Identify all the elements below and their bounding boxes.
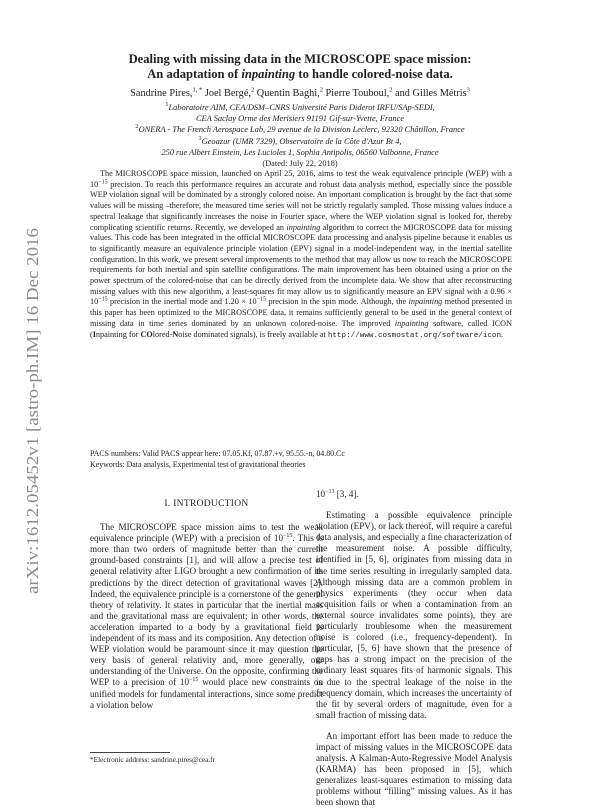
pacs-keywords [90,449,512,470]
pacs-numbers: PACS numbers: Valid PACS appear here: 07.05.Kf, 07.87.+v, 95.55.-n, 04.80.Cc [90,449,345,458]
title-line-2: An adaptation of inpainting to handle colored-noise data. [147,67,453,81]
intro-paragraph-1-continued: $10^{-13}$ [3, 4]. [316,488,359,499]
body-column-left [90,489,323,711]
title-line-1: Dealing with missing data in the MICROSCOPE space mission: [128,52,472,66]
author-list: Sandrine Pires,$^{1, *}$ Joel Bergé,$^2$ Quentin Baghi,$^2$ Pierre Touboul,$^2$ and Gilles Métris$^3$ [130,86,470,99]
abstract-text: The MICROSCOPE space mission, launched on April 25, 2016, aims to test the weak equivalence principle (WEP) with a $10^{-15}$ precision. To reach this performance requires an accurate and robust data analysis method, especially since the possible WEP violation signal will be dominated by a strongly colored noise. An important complication is brought by the fact that some values will be missing –therefore, the measured time series will not be strictly regularly sampled. Those missing values induce a spectral leakage that significantly increases the noise in Fourier space, where the WEP violation signal is looked for, thereby complicating scientific returns. Recently, we developed an inpainting algorithm to correct the MICROSCOPE data for missing values. This code has been integrated in the official MICROSCOPE data processing and analysis pipeline because it enables us to significantly measure an equivalence principle violation (EPV) signal in a model-independent way, in the inertial satellite configuration. In this work, we present several improvements to the method that may allow us now to reach the MICROSCOPE requirements for both inertial and spin satellite configurations. The main improvement has been obtained using a prior on the power spectrum of the colored-noise that can be directly derived from the incomplete data. We show that after reconstructing missing values with this new algorithm, a least-squares fit may allow us to significantly measure an EPV signal with a $0.96 \times 10^{-15}$ precision in the inertial mode and $1.20 \times 10^{-15}$ precision in the spin mode. Although, the inpainting method presented in this paper has been optimized to the MICROSCOPE data, it remains sufficiently general to be used in the general context of missing data in time series dominated by an unknown colored-noise. The improved inpainting software, called ICON (Inpainting for COlored-Noise dominated signals), is freely available at http://www.cosmostat.org/software/icon. [90,169,512,340]
paper-title [60,52,540,82]
affiliation-3: $^3$Geoazur (UMR 7329), Observatoire de la Côte d'Azur Bt 4, [198,134,402,146]
footnote-rule [90,752,170,753]
affiliation-3-address: 250 rue Albert Einstein, Les Lucioles 1, Sophia Antipolis, 06560 Valbonne, France [161,147,439,157]
affiliation-2: $^2$ONERA - The French Aerospace Lab, 29 avenue de la Division Leclerc, 92320 Châtillon, France [135,123,465,135]
abstract [90,169,512,341]
keywords: Keywords: Data analysis, Experimental test of gravitational theories [90,459,306,469]
arxiv-sidebar-stamp [8,220,52,600]
arxiv-identifier: arXiv:1612.05452v1 [astro-ph.IM] 16 Dec 2016 [23,261,42,594]
affiliations [60,102,540,169]
footnote-email: *Electronic address: sandrine.pires@cea.fr [90,755,216,764]
intro-paragraph-3: An important effort has been made to reduce the impact of missing values in the MICROSCOPE data analysis. A Kalman-Auto-Regressive Model Analysis (KARMA) has been proposed in [5], which generalizes least-squares estimation to missing data problems without “filling” missing values. As it has been shown that [316,730,512,808]
body-column-right [316,489,512,809]
date-line: (Dated: July 22, 2018) [262,159,338,169]
intro-paragraph-2: Estimating a possible equivalence principle violation (EPV), or lack thereof, will require a careful data analysis, and especially a fine characterization of the measurement noise. A possible difficulty, identified in [5, 6], originates from missing data in the time series resulting in irregularly sampled data. Although missing data are a common problem in physics experiments (they occur when data acquisition fails or when a contamination from an external source invalidates some points), they are particularly troublesome when the measurement noise is colored (i.e., frequency-dependent). In particular, [5, 6] have shown that the presence of gaps has a strong impact on the precision of the ordinary least squares fits of harmonic signals. This is due to the spectral leakage of the noise in the frequency domain, which increases the uncertainty of the fit by several orders of magnitude, even for a small fraction of missing data. [316,510,512,720]
software-url-link[interactable]: http://www.cosmostat.org/software/icon [327,331,502,340]
section-heading-introduction: I. INTRODUCTION [164,499,249,509]
intro-paragraph-1: The MICROSCOPE space mission aims to test the weak equivalence principle (WEP) with a precision of $10^{-15}$. This is more than two orders of magnitude better than the current ground-based constraints [1], and will allow a precise test of general relativity after LIGO brought a new confirmation of its predictions by the direct detection of gravitational waves [2]. Indeed, the equivalence principle is a cornerstone of the general theory of relativity. It states in particular that the inertial mass and the gravitational mass are equivalent; in other words, the acceleration imparted to a body by a gravitational field is independent of its mass and its composition. Any detection of a WEP violation would be paramount since it may question the very basis of general relativity and, more generally, our understanding of the Universe. On the opposite, confirming the WEP to a precision of $10^{-15}$ would place new constraints on unified models for fundamental interactions, since some predict a violation below [90,522,323,710]
affiliation-1: $^1$Laboratoire AIM, CEA/DSM–CNRS Université Paris Diderot IRFU/SAp-SEDI, [165,101,435,112]
affiliation-1-address: CEA Saclay Orme des Merisiers 91191 Gif-sur-Yvette, France [195,114,405,124]
